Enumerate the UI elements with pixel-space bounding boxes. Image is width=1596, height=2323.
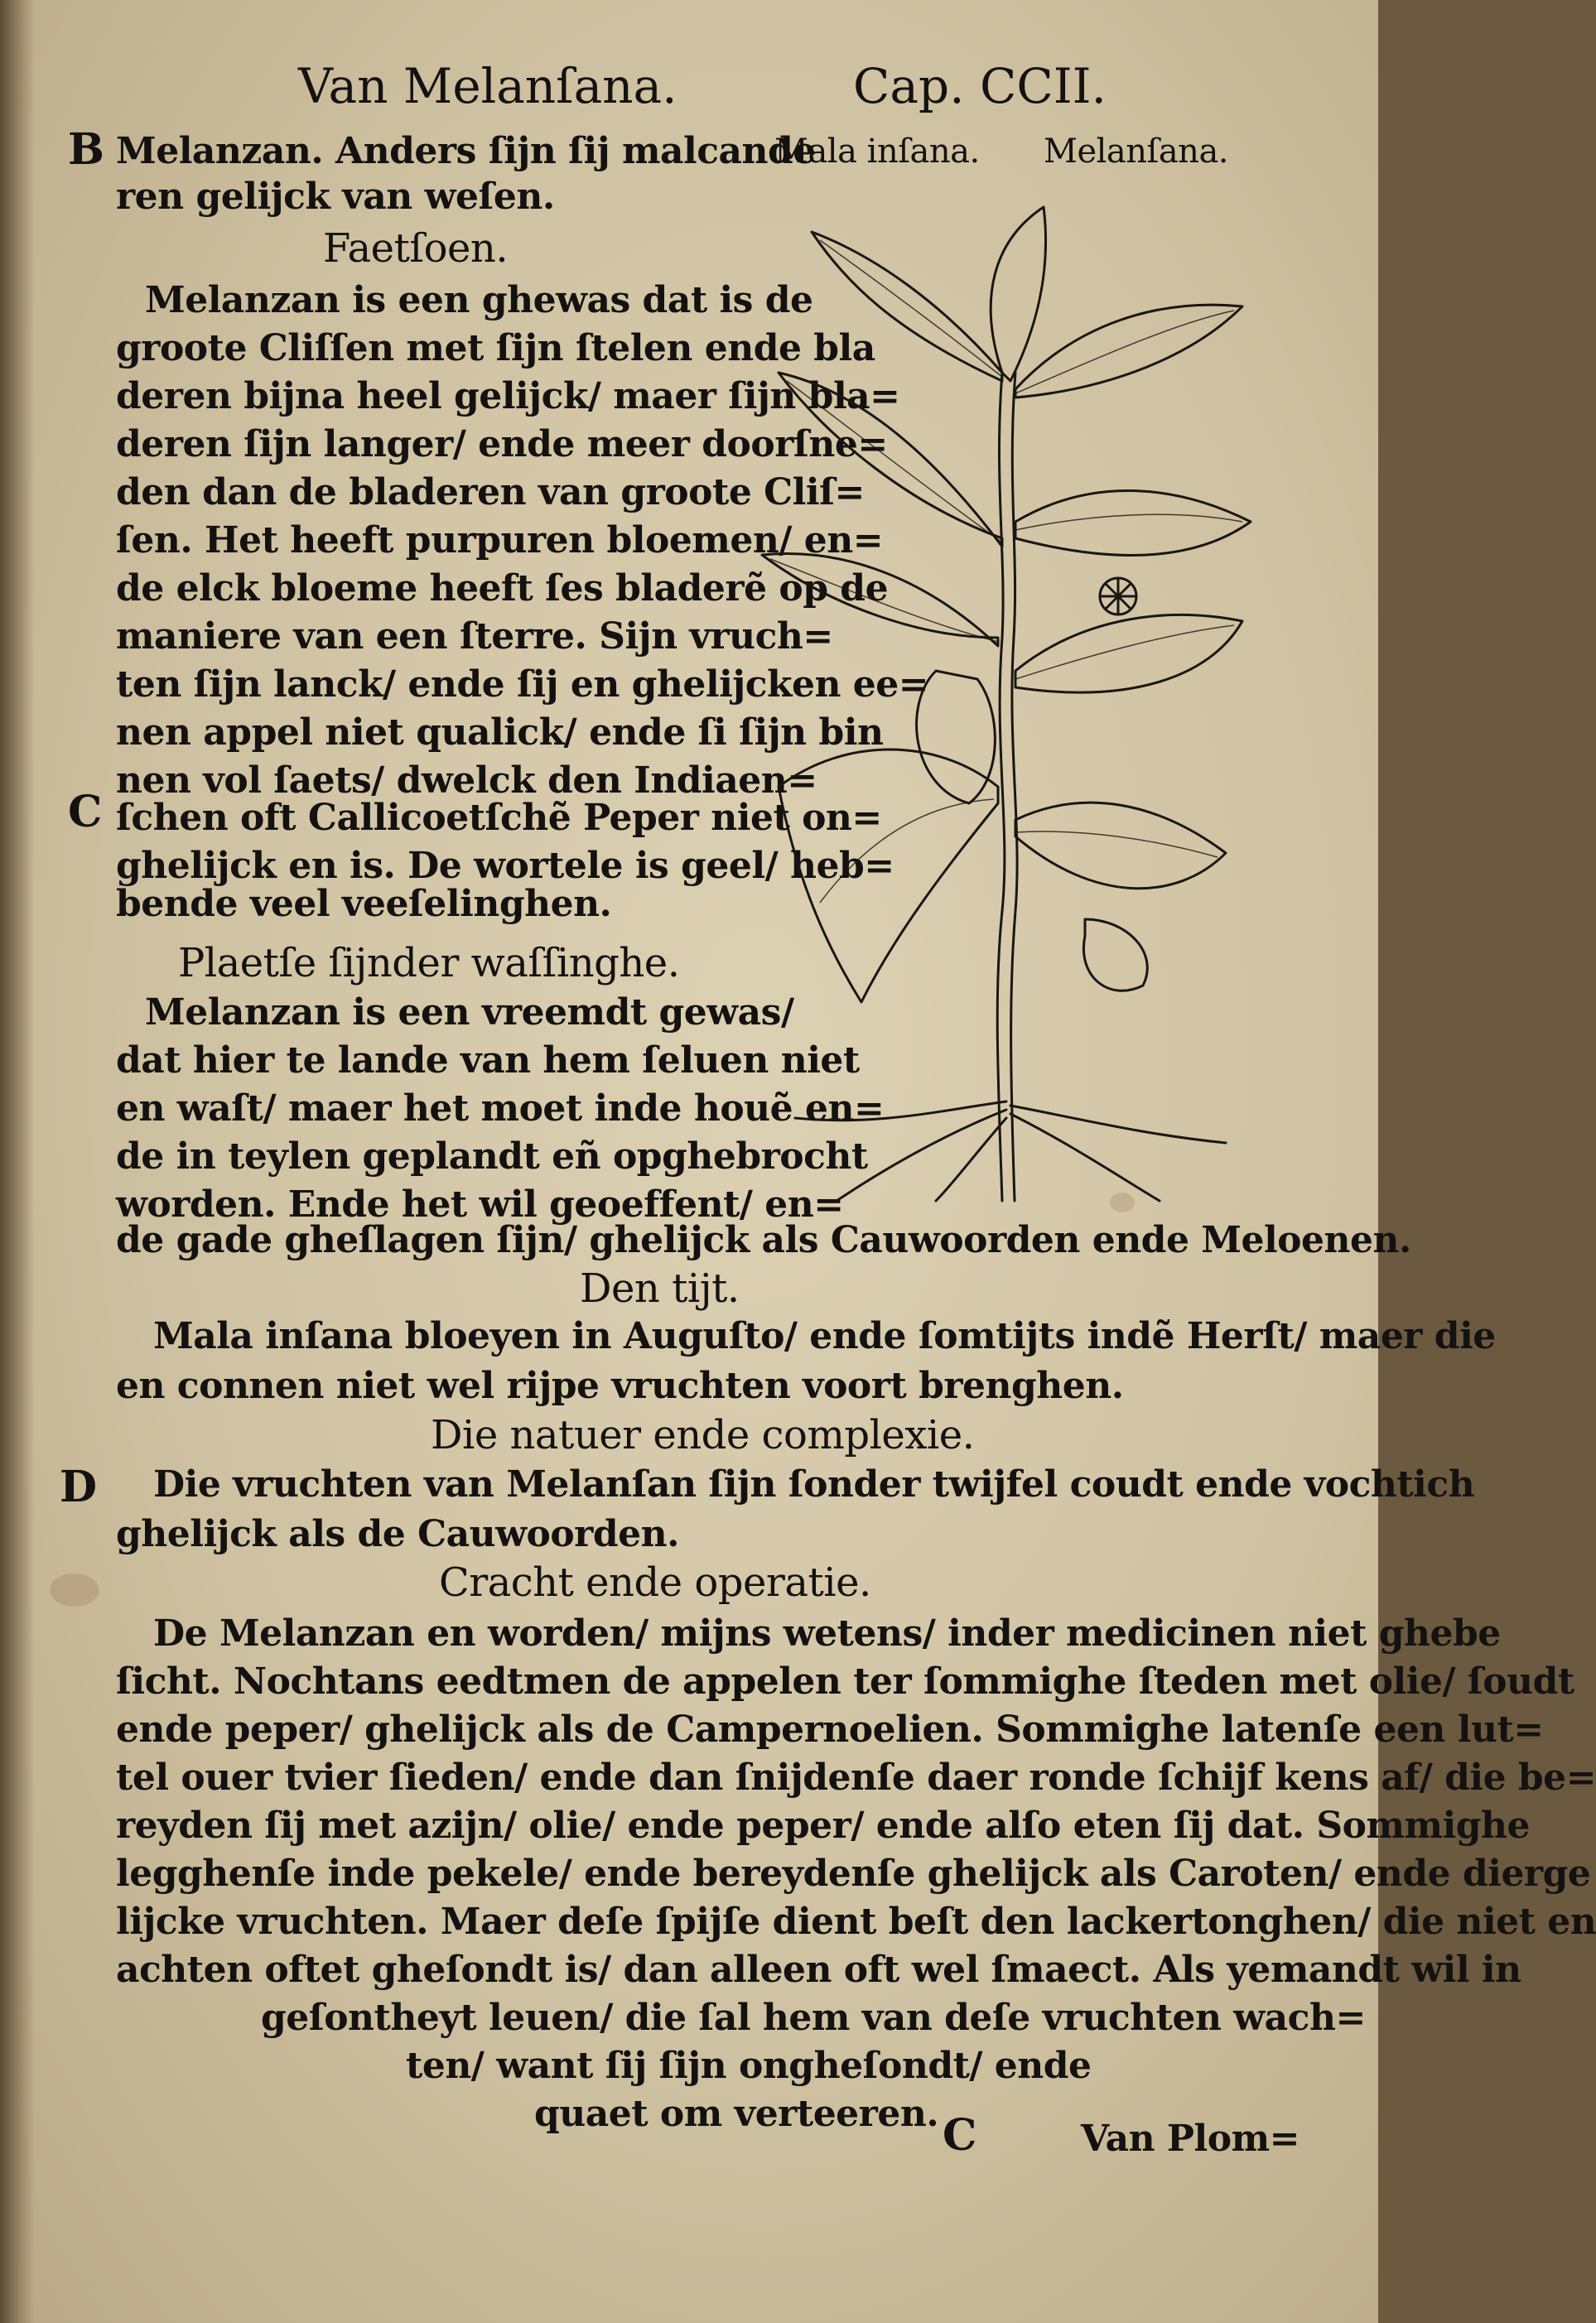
text-line: Die vruchten van Melanſan ſijn ſonder twijfel coudt ende vochtich xyxy=(153,1463,1475,1506)
catchword-marker: C xyxy=(943,2110,977,2161)
text-line: ghelijck als de Cauwoorden. xyxy=(116,1513,679,1555)
text-line: tel ouer tvier ſieden/ ende dan ſnijdenſe daer ronde ſchijf kens af/ die be= xyxy=(116,1757,1596,1799)
melanzana-woodcut-illustration xyxy=(729,207,1292,1201)
text-line: deren ſijn langer/ ende meer doorſne= xyxy=(116,423,888,465)
text-line: bende veel veeſelinghen. xyxy=(116,883,612,925)
text-line: achten oftet gheſondt is/ dan alleen oft wel ſmaect. Als yemandt wil in xyxy=(116,1949,1521,1991)
text-line: groote Cliſſen met ſijn ſtelen ende bla xyxy=(116,327,875,369)
text-line: nen vol ſaets/ dwelck den Indiaen= xyxy=(116,759,817,802)
text-line: en connen niet wel rijpe vruchten voort brenghen. xyxy=(116,1365,1124,1407)
section-heading-faetsoen: Faetſoen. xyxy=(323,225,509,272)
figure-caption-dutch: Melanſana. xyxy=(1044,133,1229,171)
intro-line: ren gelijck van weſen. xyxy=(116,176,555,218)
text-line: en waſt/ maer het moet inde houẽ en= xyxy=(116,1087,885,1130)
section-heading-cracht: Cracht ende operatie. xyxy=(439,1559,871,1606)
text-line: ſen. Het heeft purpuren bloemen/ en= xyxy=(116,519,884,561)
text-line: ſicht. Nochtans eedtmen de appelen ter ſommighe ſteden met olie/ ſoudt xyxy=(116,1660,1574,1703)
text-line: de elck bloeme heeft ſes bladerẽ op de xyxy=(116,567,889,610)
text-line: ende peper/ ghelijck als de Campernoelien. Sommighe latenſe een lut= xyxy=(116,1709,1544,1751)
text-line: ten/ want ſij ſijn ongheſondt/ ende xyxy=(406,2045,1092,2087)
text-line: legghenſe inde pekele/ ende bereydenſe ghelijck als Caroten/ ende dierge xyxy=(116,1853,1591,1895)
text-line: den dan de bladeren van groote Cliſ= xyxy=(116,471,865,513)
text-line: lijcke vruchten. Maer deſe ſpijſe dient beſt den lackertonghen/ die niet en xyxy=(116,1901,1596,1943)
text-line: dat hier te lande van hem ſeluen niet xyxy=(116,1039,860,1082)
text-line: ghelijck en is. De wortele is geel/ heb= xyxy=(116,845,894,887)
text-line: ten ſijn lanck/ ende ſij en ghelijcken ee= xyxy=(116,663,929,706)
figure-caption-latin: Mala inſana. xyxy=(774,133,980,171)
margin-letter-b: B xyxy=(68,124,104,175)
text-line: de in teylen geplandt eñ opghebrocht xyxy=(116,1135,868,1178)
section-heading-tijt: Den tijt. xyxy=(580,1265,740,1312)
intro-line: Melanzan. Anders ſijn ſij malcande xyxy=(116,130,816,172)
text-line: Mala inſana bloeyen in Auguſto/ ende ſomtijts indẽ Herſt/ maer die xyxy=(153,1315,1496,1357)
text-line: maniere van een ſterre. Sijn vruch= xyxy=(116,615,833,658)
text-line: deren bijna heel gelijck/ maer ſijn bla= xyxy=(116,375,900,417)
running-head-chapter: Cap. CCII. xyxy=(853,58,1107,114)
text-line: geſontheyt leuen/ die ſal hem van deſe vruchten wach= xyxy=(261,1997,1366,2039)
text-line: worden. Ende het wil geoeffent/ en= xyxy=(116,1183,844,1226)
catchword: Van Plom= xyxy=(1081,2118,1299,2160)
text-line: reyden ſij met azijn/ olie/ ende peper/ ende alſo eten ſij dat. Sommighe xyxy=(116,1805,1531,1847)
section-heading-plaetse: Plaetſe ſijnder waſſinghe. xyxy=(178,940,680,986)
running-head-title: Van Melanſana. xyxy=(298,58,677,114)
text-line: Melanzan is een vreemdt gewas/ xyxy=(145,991,794,1034)
text-line: Melanzan is een ghewas dat is de xyxy=(145,279,813,321)
section-heading-natuer: Die natuer ende complexie. xyxy=(431,1412,975,1458)
text-line: ſchen oft Callicoetſchẽ Peper niet on= xyxy=(116,797,882,839)
margin-letter-d: D xyxy=(60,1462,98,1512)
text-line: nen appel niet qualick/ ende ſi ſijn bin xyxy=(116,711,884,754)
paper-stain xyxy=(50,1574,99,1607)
text-line: De Melanzan en worden/ mijns wetens/ inder medicinen niet ghebe xyxy=(153,1612,1501,1655)
margin-letter-c: C xyxy=(68,787,103,837)
text-line: quaet om verteeren. xyxy=(534,2093,939,2135)
text-line: de gade gheſlagen ſijn/ ghelijck als Cauwoorden ende Meloenen. xyxy=(116,1219,1411,1261)
page-gutter xyxy=(0,0,35,2323)
